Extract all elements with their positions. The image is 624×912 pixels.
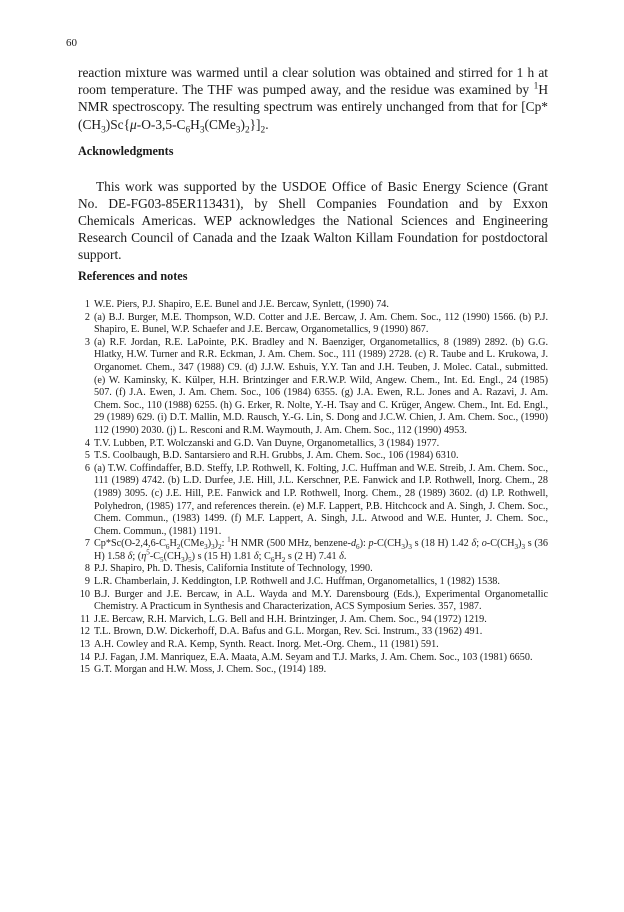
reference-text: P.J. Shapiro, Ph. D. Thesis, California Institute of Technology, 1990. — [94, 563, 373, 575]
acknowledgments-text: This work was supported by the USDOE Office of Basic Energy Science (Grant No. DE-FG03-85ER113431), by Shell Companies Foundation and by Exxon Chemicals Americas. WEP acknowledges the National Sciences and Engineering Research Council of Canada and the Izaak Walton Killam Foundation for postdoctoral support. — [78, 179, 548, 262]
reference-number: 4 — [84, 437, 90, 449]
reference-text: B.J. Burger and J.E. Bercaw, in A.L. Wayda and M.Y. Darensbourg (Eds.), Experimental Organometallic Chemistry. A Practicum in Synthesis and Characterization, ACS Symposium Series. 357, 1987. — [94, 588, 548, 613]
reference-list — [78, 299, 548, 677]
intro-paragraph — [78, 64, 548, 136]
reference-item — [78, 639, 548, 652]
reference-item — [78, 664, 548, 677]
reference-text: $Cp*Sc(O-2,4,6-C_6H_2(CMe_3)_3)_2$: $^1$H NMR (500 MHz, benzene-$d_6$): $p-C(CH_3)_3$ s (18 H) 1.42 δ; $o-C(CH_3)_3$ s (36 H) 1.58 δ; $(\eta^5-C_5(CH_3)_5)$ s (15 H) 1.81 δ; $C_6H_2$ s (2 H) 7.41 δ. — [94, 535, 548, 564]
reference-text: (a) R.F. Jordan, R.E. LaPointe, P.K. Bradley and N. Baenziger, Organometallics, 8 (1989) 2892. (b) G.G. Hlatky, H.W. Turner and R.R. Eckman, J. Am. Chem. Soc., 111 (1989) 2728. (c) R. Taube and L. Krukowa, J. Organomet. Chem., 347 (1988) C9. (d) J.J.W. Eshuis, Y.Y. Tan and J.H. Teuben, J. Molec. Catal., submitted. (e) W. Kaminsky, K. Külper, H.H. Brintzinger and F.R.W.P. Wild, Angew. Chem., Int. Ed. Engl., 24 (1985) 507. (f) J.A. Ewen, J. Am. Chem. Soc., 106 (1984) 6355. (g) J.A. Ewen, R.L. Jones and A. Razavi, J. Am. Chem. Soc., 110 (1988) 6255. (h) G. Erker, R. Nolte, Y.-H. Tsay and C. Krüger, Angew. Chem., Int. Ed. Engl., 29 (1989) 629. (i) D.T. Mallin, M.D. Rausch, Y.-G. Lin, S. Dong and J.C.W. Chien, J. Am. Chem. Soc., (1990) 112 (1990) 2030. (j) L. Resconi and R.M. Waymouth, J. Am. Chem. Soc., 112 (1990) 4953. — [94, 336, 548, 436]
reference-text: J.E. Bercaw, R.H. Marvich, L.G. Bell and H.H. Brintzinger, J. Am. Chem. Soc., 94 (1972) 1219. — [94, 613, 487, 625]
reference-item — [78, 438, 548, 451]
reference-text: T.V. Lubben, P.T. Wolczanski and G.D. Van Duyne, Organometallics, 3 (1984) 1977. — [94, 437, 440, 449]
reference-item — [78, 337, 548, 438]
reference-item — [78, 450, 548, 463]
reference-item — [78, 652, 548, 665]
reference-number: 11 — [80, 613, 90, 625]
reference-item — [78, 563, 548, 576]
reference-item — [78, 312, 548, 337]
reference-text: (a) T.W. Coffindaffer, B.D. Steffy, I.P. Rothwell, K. Folting, J.C. Huffman and W.E. Streib, J. Am. Chem. Soc., 111 (1989) 4742. (b) L.D. Durfee, J.E. Hill, J.L. Kerschner, P.E. Fanwick and I.P. Rothwell, Inorg. Chem., 28 (1989) 3095. (c) J.E. Hill, P.E. Fanwick and I.P. Rothwell, Inorg. Chem., 28 (1989) 3602. (d) I.P. Rothwell, Polyhedron, (1985) 177, and references therein. (e) M.F. Lappert, P.B. Hitchcock and A. Singh, J. Chem. Soc., Chem. Commun., (1983) 1499. (f) M.F. Lappert, A. Singh, J.L. Atwood and W.E. Hunter, J. Chem. Soc., Chem. Commun., (1981) 1191. — [94, 462, 548, 537]
reference-number: 14 — [79, 651, 90, 663]
reference-item — [78, 589, 548, 614]
reference-number: 8 — [84, 563, 90, 575]
reference-number: 5 — [84, 450, 90, 462]
reference-text: T.L. Brown, D.W. Dickerhoff, D.A. Bafus and G.L. Morgan, Rev. Sci. Instrum., 33 (1962) 491. — [94, 626, 483, 638]
reference-text: L.R. Chamberlain, J. Keddington, I.P. Rothwell and J.C. Huffman, Organometallics, 1 (1982) 1538. — [94, 576, 500, 588]
reference-text: (a) B.J. Burger, M.E. Thompson, W.D. Cotter and J.E. Bercaw, J. Am. Chem. Soc., 112 (1990) 1566. (b) P.J. Shapiro, E. Bunel, W.P. Schaefer and J.E. Bercaw, Organometallics, 9 (1990) 867. — [94, 311, 548, 336]
reference-text: G.T. Morgan and H.W. Moss, J. Chem. Soc., (1914) 189. — [94, 664, 327, 676]
reference-text: W.E. Piers, P.J. Shapiro, E.E. Bunel and J.E. Bercaw, Synlett, (1990) 74. — [94, 299, 389, 310]
reference-item — [78, 299, 548, 312]
reference-item — [78, 576, 548, 589]
reference-number: 2 — [84, 311, 90, 323]
reference-item — [78, 626, 548, 639]
reference-item — [78, 614, 548, 627]
reference-number: 9 — [84, 576, 90, 588]
reference-text: A.H. Cowley and R.A. Kemp, Synth. React. Inorg. Met.-Org. Chem., 11 (1981) 591. — [94, 639, 439, 651]
intro-text: reaction mixture was warmed until a clear solution was obtained and stirred for 1 h at room temperature. The THF was pumped away, and the residue was examined by $^1$H NMR spectroscopy. The resulting spectrum was entirely unchanged from that for $[Cp*(CH_3)Sc\{\mu-O-3,5-C_6H_3(CMe_3)_2\}]_2$. — [78, 65, 548, 136]
reference-text: T.S. Coolbaugh, B.D. Santarsiero and R.H. Grubbs, J. Am. Chem. Soc., 106 (1984) 6310. — [94, 450, 459, 462]
reference-number: 10 — [79, 588, 90, 600]
page-number: 60 — [66, 37, 77, 49]
reference-number: 15 — [79, 664, 90, 676]
acknowledgments-heading: Acknowledgments — [78, 144, 174, 158]
reference-number: 12 — [79, 626, 90, 638]
reference-text: P.J. Fagan, J.M. Manriquez, E.A. Maata, A.M. Seyam and T.J. Marks, J. Am. Chem. Soc., 103 (1981) 6650. — [94, 651, 533, 663]
reference-number: 7 — [84, 538, 90, 550]
acknowledgments-section — [78, 178, 548, 263]
reference-item — [78, 463, 548, 539]
reference-number: 6 — [84, 462, 90, 474]
reference-number: 13 — [79, 639, 90, 651]
reference-item — [78, 535, 548, 564]
references-heading: References and notes — [78, 269, 188, 283]
reference-number: 1 — [84, 299, 90, 310]
reference-number: 3 — [84, 336, 90, 348]
